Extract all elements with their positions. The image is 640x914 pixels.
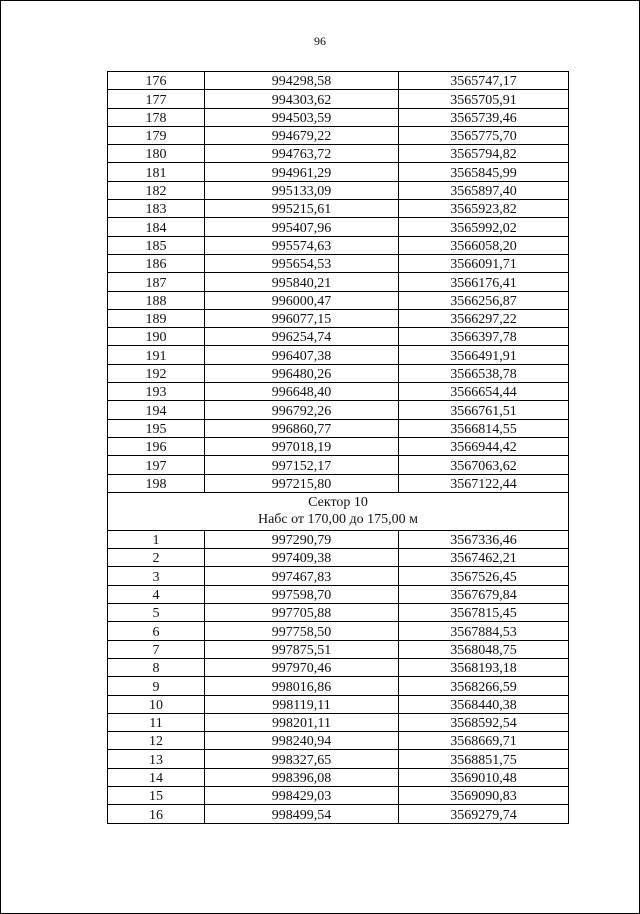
x-coordinate-cell: 996860,77: [205, 419, 399, 437]
x-coordinate-cell: 996480,26: [205, 364, 399, 382]
y-coordinate-cell: 3567122,44: [399, 474, 569, 492]
point-number-cell: 193: [108, 383, 205, 401]
table-row: [108, 200, 569, 218]
x-coordinate-cell: 996000,47: [205, 291, 399, 309]
table-row: [108, 750, 569, 768]
table-row: [108, 677, 569, 695]
table-body-bottom: [108, 530, 569, 823]
point-number-cell: 198: [108, 474, 205, 492]
point-number-cell: 3: [108, 567, 205, 585]
y-coordinate-cell: 3565845,99: [399, 163, 569, 181]
sector-header-row: [108, 492, 569, 530]
y-coordinate-cell: 3566814,55: [399, 419, 569, 437]
table-row: [108, 695, 569, 713]
sector-subtitle: Набс от 170,00 до 175,00 м: [257, 512, 419, 528]
table-row: [108, 640, 569, 658]
x-coordinate-cell: 995840,21: [205, 273, 399, 291]
table-row: [108, 309, 569, 327]
point-number-cell: 181: [108, 163, 205, 181]
point-number-cell: 10: [108, 695, 205, 713]
table-row: [108, 401, 569, 419]
point-number-cell: 12: [108, 732, 205, 750]
x-coordinate-cell: 994961,29: [205, 163, 399, 181]
table-row: [108, 273, 569, 291]
point-number-cell: 9: [108, 677, 205, 695]
point-number-cell: 195: [108, 419, 205, 437]
y-coordinate-cell: 3566176,41: [399, 273, 569, 291]
point-number-cell: 14: [108, 768, 205, 786]
x-coordinate-cell: 996407,38: [205, 346, 399, 364]
x-coordinate-cell: 996792,26: [205, 401, 399, 419]
table-row: [108, 291, 569, 309]
table-body-top: [108, 72, 569, 493]
point-number-cell: 13: [108, 750, 205, 768]
x-coordinate-cell: 998240,94: [205, 732, 399, 750]
y-coordinate-cell: 3569010,48: [399, 768, 569, 786]
sector-header-group: [108, 492, 569, 530]
y-coordinate-cell: 3566397,78: [399, 328, 569, 346]
point-number-cell: 177: [108, 90, 205, 108]
table-row: [108, 126, 569, 144]
y-coordinate-cell: 3566297,22: [399, 309, 569, 327]
y-coordinate-cell: 3568440,38: [399, 695, 569, 713]
table-row: [108, 364, 569, 382]
y-coordinate-cell: 3566538,78: [399, 364, 569, 382]
x-coordinate-cell: 997875,51: [205, 640, 399, 658]
point-number-cell: 176: [108, 72, 205, 90]
x-coordinate-cell: 997758,50: [205, 622, 399, 640]
x-coordinate-cell: 998499,54: [205, 805, 399, 823]
point-number-cell: 178: [108, 108, 205, 126]
y-coordinate-cell: 3566654,44: [399, 383, 569, 401]
x-coordinate-cell: 994763,72: [205, 145, 399, 163]
table-row: [108, 585, 569, 603]
point-number-cell: 189: [108, 309, 205, 327]
table-row: [108, 456, 569, 474]
sector-title: Сектор 10: [308, 495, 368, 511]
table-row: [108, 437, 569, 455]
y-coordinate-cell: 3569090,83: [399, 786, 569, 804]
point-number-cell: 186: [108, 254, 205, 272]
point-number-cell: 182: [108, 181, 205, 199]
sector-header-cell: [108, 492, 569, 530]
y-coordinate-cell: 3566256,87: [399, 291, 569, 309]
table-row: [108, 254, 569, 272]
y-coordinate-cell: 3567526,45: [399, 567, 569, 585]
y-coordinate-cell: 3567336,46: [399, 530, 569, 548]
point-number-cell: 187: [108, 273, 205, 291]
y-coordinate-cell: 3566944,42: [399, 437, 569, 455]
x-coordinate-cell: 998429,03: [205, 786, 399, 804]
x-coordinate-cell: 997467,83: [205, 567, 399, 585]
y-coordinate-cell: 3567884,53: [399, 622, 569, 640]
point-number-cell: 190: [108, 328, 205, 346]
point-number-cell: 188: [108, 291, 205, 309]
table-row: [108, 108, 569, 126]
point-number-cell: 196: [108, 437, 205, 455]
point-number-cell: 184: [108, 218, 205, 236]
y-coordinate-cell: 3568266,59: [399, 677, 569, 695]
point-number-cell: 1: [108, 530, 205, 548]
y-coordinate-cell: 3565775,70: [399, 126, 569, 144]
y-coordinate-cell: 3566058,20: [399, 236, 569, 254]
y-coordinate-cell: 3565739,46: [399, 108, 569, 126]
point-number-cell: 7: [108, 640, 205, 658]
x-coordinate-cell: 995407,96: [205, 218, 399, 236]
table-row: [108, 181, 569, 199]
y-coordinate-cell: 3565992,02: [399, 218, 569, 236]
y-coordinate-cell: 3567063,62: [399, 456, 569, 474]
table-row: [108, 713, 569, 731]
y-coordinate-cell: 3568193,18: [399, 658, 569, 676]
x-coordinate-cell: 997705,88: [205, 604, 399, 622]
y-coordinate-cell: 3565747,17: [399, 72, 569, 90]
table-row: [108, 328, 569, 346]
point-number-cell: 192: [108, 364, 205, 382]
x-coordinate-cell: 995654,53: [205, 254, 399, 272]
table-row: [108, 567, 569, 585]
y-coordinate-cell: 3567679,84: [399, 585, 569, 603]
x-coordinate-cell: 997409,38: [205, 549, 399, 567]
point-number-cell: 8: [108, 658, 205, 676]
x-coordinate-cell: 996077,15: [205, 309, 399, 327]
x-coordinate-cell: 996254,74: [205, 328, 399, 346]
point-number-cell: 179: [108, 126, 205, 144]
x-coordinate-cell: 995215,61: [205, 200, 399, 218]
table-row: [108, 530, 569, 548]
x-coordinate-cell: 997152,17: [205, 456, 399, 474]
point-number-cell: 191: [108, 346, 205, 364]
y-coordinate-cell: 3567462,21: [399, 549, 569, 567]
y-coordinate-cell: 3565794,82: [399, 145, 569, 163]
x-coordinate-cell: 994298,58: [205, 72, 399, 90]
x-coordinate-cell: 998119,11: [205, 695, 399, 713]
x-coordinate-cell: 997018,19: [205, 437, 399, 455]
y-coordinate-cell: 3567815,45: [399, 604, 569, 622]
table-row: [108, 72, 569, 90]
x-coordinate-cell: 997290,79: [205, 530, 399, 548]
x-coordinate-cell: 997598,70: [205, 585, 399, 603]
point-number-cell: 4: [108, 585, 205, 603]
point-number-cell: 11: [108, 713, 205, 731]
table-row: [108, 419, 569, 437]
x-coordinate-cell: 995574,63: [205, 236, 399, 254]
point-number-cell: 180: [108, 145, 205, 163]
table-row: [108, 346, 569, 364]
point-number-cell: 6: [108, 622, 205, 640]
point-number-cell: 15: [108, 786, 205, 804]
x-coordinate-cell: 998327,65: [205, 750, 399, 768]
table-row: [108, 658, 569, 676]
y-coordinate-cell: 3568669,71: [399, 732, 569, 750]
table-row: [108, 236, 569, 254]
x-coordinate-cell: 998016,86: [205, 677, 399, 695]
y-coordinate-cell: 3565897,40: [399, 181, 569, 199]
x-coordinate-cell: 994503,59: [205, 108, 399, 126]
x-coordinate-cell: 994303,62: [205, 90, 399, 108]
table-row: [108, 90, 569, 108]
table-row: [108, 474, 569, 492]
table-row: [108, 145, 569, 163]
y-coordinate-cell: 3566091,71: [399, 254, 569, 272]
y-coordinate-cell: 3569279,74: [399, 805, 569, 823]
y-coordinate-cell: 3565705,91: [399, 90, 569, 108]
y-coordinate-cell: 3566761,51: [399, 401, 569, 419]
y-coordinate-cell: 3565923,82: [399, 200, 569, 218]
y-coordinate-cell: 3568048,75: [399, 640, 569, 658]
x-coordinate-cell: 997970,46: [205, 658, 399, 676]
x-coordinate-cell: 997215,80: [205, 474, 399, 492]
table-row: [108, 383, 569, 401]
y-coordinate-cell: 3568851,75: [399, 750, 569, 768]
point-number-cell: 185: [108, 236, 205, 254]
y-coordinate-cell: 3566491,91: [399, 346, 569, 364]
point-number-cell: 16: [108, 805, 205, 823]
x-coordinate-cell: 995133,09: [205, 181, 399, 199]
x-coordinate-cell: 996648,40: [205, 383, 399, 401]
page-number: 96: [314, 34, 326, 48]
table-row: [108, 622, 569, 640]
table-row: [108, 604, 569, 622]
table-row: [108, 549, 569, 567]
x-coordinate-cell: 994679,22: [205, 126, 399, 144]
coordinates-table: [107, 71, 569, 824]
point-number-cell: 183: [108, 200, 205, 218]
table-row: [108, 732, 569, 750]
y-coordinate-cell: 3568592,54: [399, 713, 569, 731]
point-number-cell: 197: [108, 456, 205, 474]
table-row: [108, 218, 569, 236]
point-number-cell: 2: [108, 549, 205, 567]
table-row: [108, 805, 569, 823]
table-row: [108, 768, 569, 786]
x-coordinate-cell: 998396,08: [205, 768, 399, 786]
x-coordinate-cell: 998201,11: [205, 713, 399, 731]
point-number-cell: 5: [108, 604, 205, 622]
table-row: [108, 786, 569, 804]
point-number-cell: 194: [108, 401, 205, 419]
table-row: [108, 163, 569, 181]
